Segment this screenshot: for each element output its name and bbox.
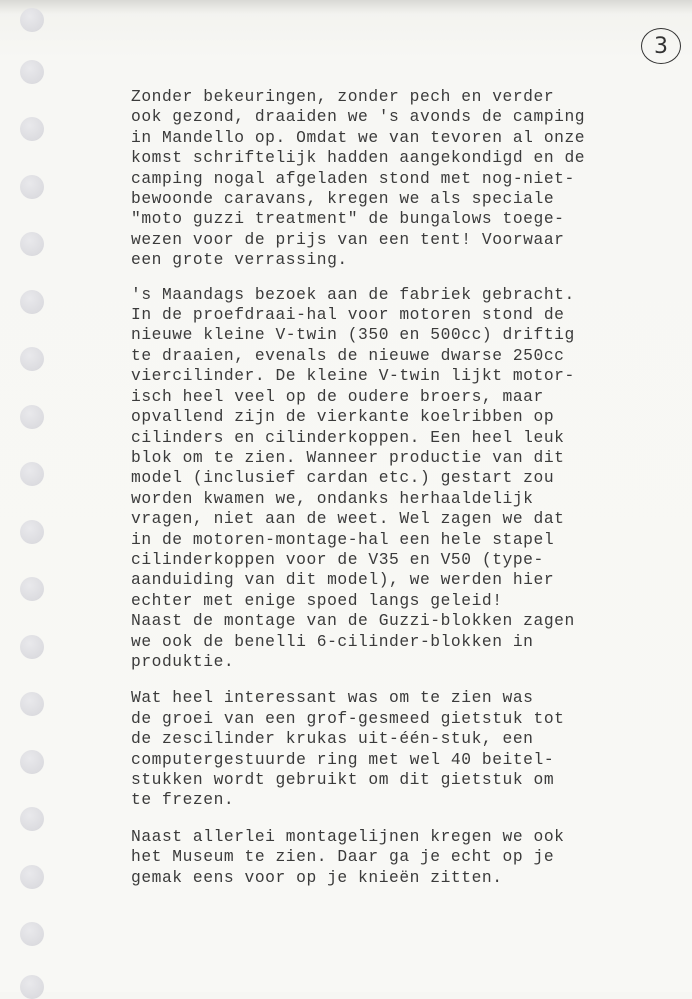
binder-hole <box>20 60 44 84</box>
text-line: aanduiding van dit model), we werden hier <box>131 570 555 590</box>
text-line: model (inclusief cardan etc.) gestart zou <box>131 468 555 488</box>
binder-hole <box>20 635 44 659</box>
binder-hole <box>20 865 44 889</box>
binder-hole <box>20 405 44 429</box>
binder-hole <box>20 117 44 141</box>
binder-hole <box>20 692 44 716</box>
text-line: komst schriftelijk hadden aangekondigd en de <box>131 148 586 168</box>
binder-hole <box>20 175 44 199</box>
text-line: te draaien, evenals de nieuwe dwarse 250cc <box>131 345 565 365</box>
typed-text-body <box>131 87 676 888</box>
text-line: Wat heel interessant was om te zien was <box>131 688 534 708</box>
text-line: Naast de montage van de Guzzi-blokken zagen <box>131 611 575 631</box>
text-line: Naast allerlei montagelijnen kregen we ook <box>131 826 565 846</box>
binder-holes <box>0 0 60 992</box>
text-line: te frezen. <box>131 790 235 810</box>
text-line: viercilinder. De kleine V-twin lijkt motor- <box>131 366 575 386</box>
binder-hole <box>20 232 44 256</box>
binder-hole <box>20 520 44 544</box>
text-line: een grote verrassing. <box>131 250 348 270</box>
text-line: stukken wordt gebruikt om dit gietstuk om <box>131 770 555 789</box>
text-line: computergestuurde ring met wel 40 beitel- <box>131 749 555 769</box>
text-line: vragen, niet aan de weet. Wel zagen we dat <box>131 509 565 529</box>
text-line: 's Maandags bezoek aan de fabriek gebracht. <box>131 284 575 304</box>
text-line: in de motoren-montage-hal een hele stapel <box>131 529 555 549</box>
binder-hole <box>20 462 44 486</box>
text-line: In de proefdraai-hal voor motoren stond de <box>131 305 565 325</box>
binder-hole <box>20 8 44 32</box>
binder-hole <box>20 577 44 601</box>
text-line: echter met enige spoed langs geleid! <box>131 590 503 610</box>
paragraph <box>131 285 676 673</box>
text-line: nieuwe kleine V-twin (350 en 500cc) driftig <box>131 325 575 345</box>
text-line: we ook de benelli 6-cilinder-blokken in <box>131 631 534 651</box>
text-line: in Mandello op. Omdat we van tevoren al onze <box>131 127 586 147</box>
page-number-circled: 3 <box>641 28 681 64</box>
binder-hole <box>20 922 44 946</box>
text-line: Zonder bekeuringen, zonder pech en verder <box>131 87 555 106</box>
text-line: ook gezond, draaiden we 's avonds de camping <box>131 107 586 127</box>
text-line: de zescilinder krukas uit-één-stuk, een <box>131 729 534 749</box>
text-line: opvallend zijn de vierkante koelribben op <box>131 407 555 427</box>
paragraph <box>131 688 676 810</box>
text-line: blok om te zien. Wanneer productie van dit <box>131 447 565 467</box>
text-line: "moto guzzi treatment" de bungalows toege- <box>131 209 565 229</box>
binder-hole <box>20 975 44 999</box>
text-line: worden kwamen we, ondanks herhaaldelijk <box>131 488 534 508</box>
paragraph <box>131 87 676 271</box>
text-line: isch heel veel op de oudere broers, maar <box>131 386 544 406</box>
text-line: bewoonde caravans, kregen we als speciale <box>131 189 555 209</box>
paragraph <box>131 827 676 888</box>
text-line: produktie. <box>131 651 235 671</box>
binder-hole <box>20 347 44 371</box>
binder-hole <box>20 290 44 314</box>
text-line: het Museum te zien. Daar ga je echt op je <box>131 847 555 867</box>
text-line: wezen voor de prijs van een tent! Voorwaar <box>131 229 565 249</box>
binder-hole <box>20 807 44 831</box>
text-line: cilinderkoppen voor de V35 en V50 (type- <box>131 549 544 569</box>
text-line: cilinders en cilinderkoppen. Een heel leuk <box>131 427 565 447</box>
text-line: gemak eens voor op je knieën zitten. <box>131 867 503 887</box>
text-line: camping nogal afgeladen stond met nog-niet- <box>131 168 575 188</box>
page-top-edge <box>0 0 692 14</box>
binder-hole <box>20 750 44 774</box>
text-line: de groei van een grof-gesmeed gietstuk tot <box>131 708 565 728</box>
